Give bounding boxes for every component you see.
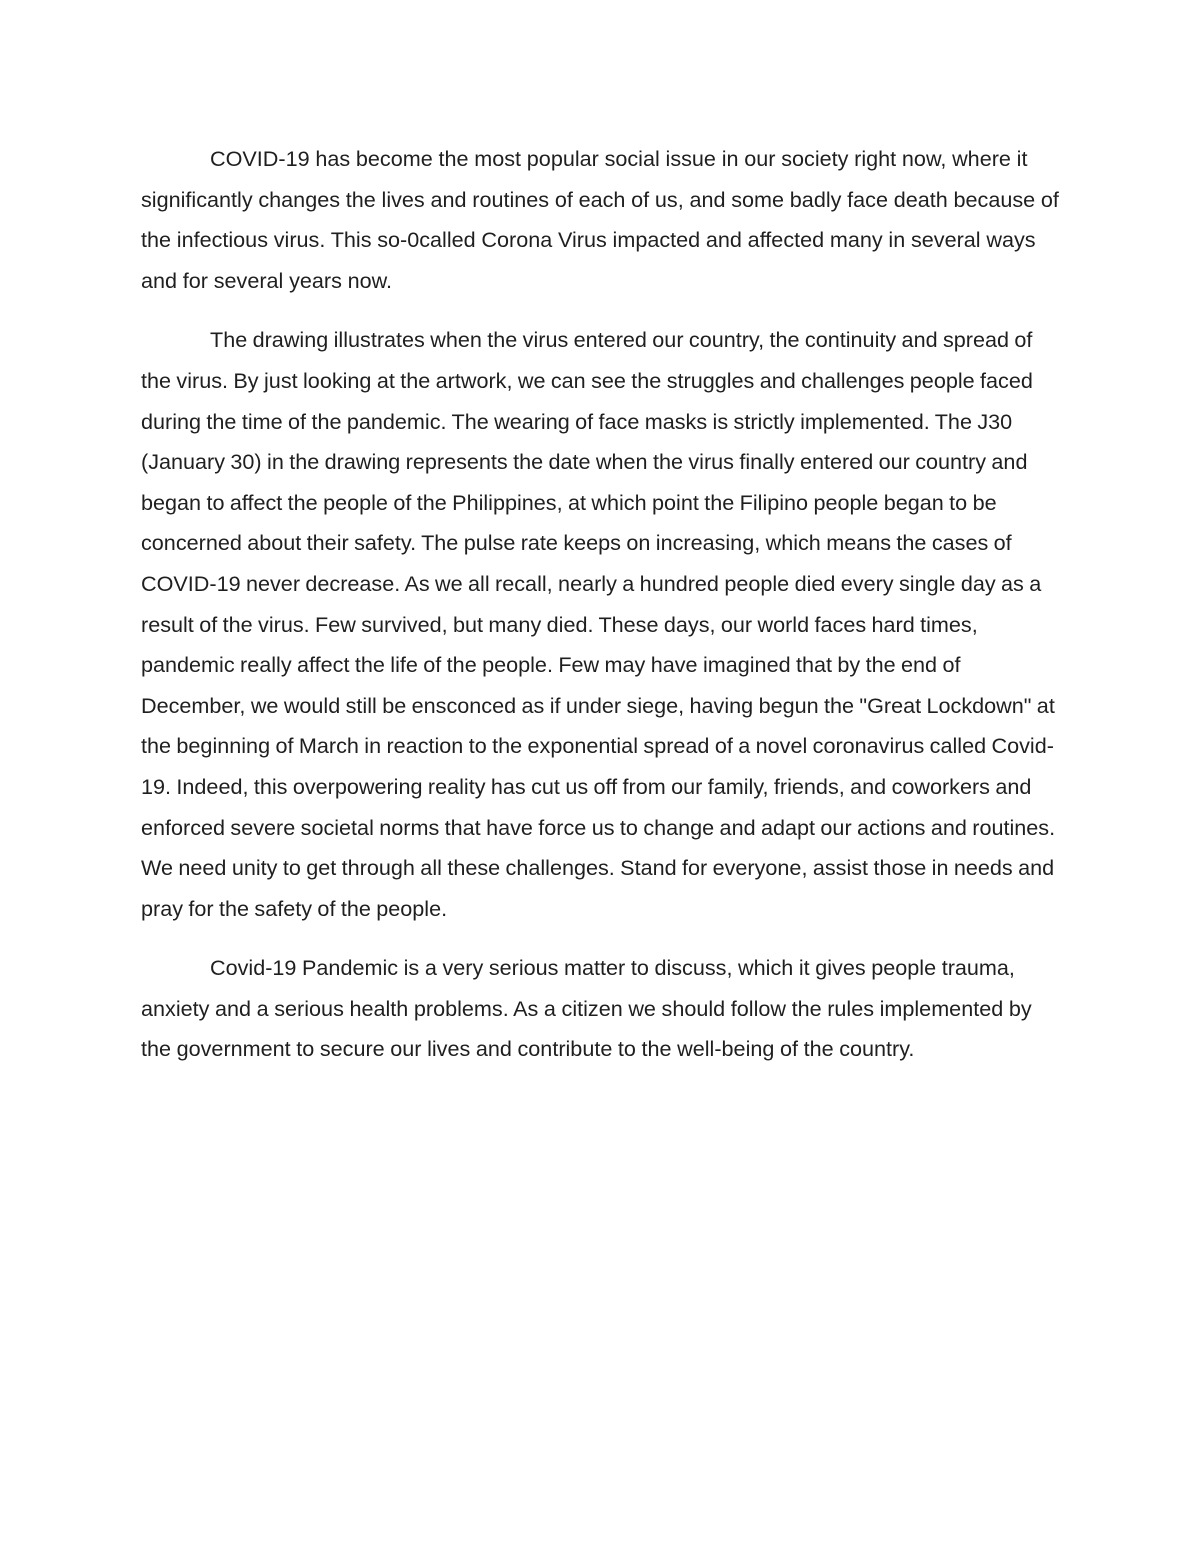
document-body bbox=[141, 139, 1059, 1089]
paragraph-1: COVID-19 has become the most popular social issue in our society right now, where it significantly changes the lives and routines of each of us, and some badly face death because of the infectious virus. This so-0called Corona Virus impacted and affected many in several ways and for several years now. bbox=[141, 146, 1059, 293]
paragraph-2: The drawing illustrates when the virus entered our country, the continuity and spread of the virus. By just looking at the artwork, we can see the struggles and challenges people faced during the time of the pandemic. The wearing of face masks is strictly implemented. The J30 (January 30) in the drawing represents the date when the virus finally entered our country and began to affect the people of the Philippines, at which point the Filipino people began to be concerned about their safety. The pulse rate keeps on increasing, which means the cases of COVID-19 never decrease. As we all recall, nearly a hundred people died every single day as a result of the virus. Few survived, but many died. These days, our world faces hard times, pandemic really affect the life of the people. Few may have imagined that by the end of December, we would still be ensconced as if under siege, having begun the "Great Lockdown" at the beginning of March in reaction to the exponential spread of a novel coronavirus called Covid-19. Indeed, this overpowering reality has cut us off from our family, friends, and coworkers and enforced severe societal norms that have force us to change and adapt our actions and routines. We need unity to get through all these challenges. Stand for everyone, assist those in needs and pray for the safety of the people. bbox=[141, 327, 1056, 921]
paragraph-3: Covid-19 Pandemic is a very serious matter to discuss, which it gives people trauma, anxiety and a serious health problems. As a citizen we should follow the rules implemented by the government to secure our lives and contribute to the well-being of the country. bbox=[141, 955, 1032, 1062]
